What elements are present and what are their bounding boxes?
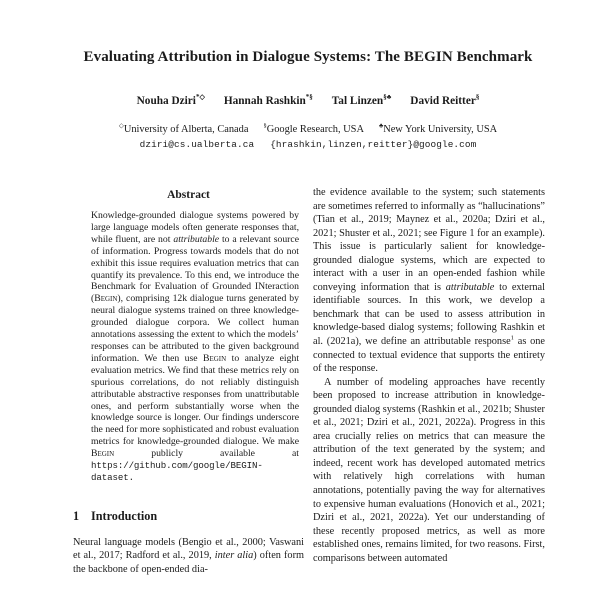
- affiliation-mark: §: [263, 122, 267, 130]
- email-dziri: dziri@cs.ualberta.ca: [139, 139, 255, 150]
- begin-dataset-url[interactable]: https://github.com/google/BEGIN-dataset.: [91, 460, 263, 483]
- affiliation-text: Google Research, USA: [266, 124, 364, 135]
- affiliation-google: [263, 124, 363, 135]
- author-david-reitter: [410, 95, 479, 107]
- author-affiliation-marks: §♣: [383, 93, 392, 102]
- text-run: Begin: [91, 448, 115, 460]
- left-column: [73, 186, 304, 600]
- text-run: attributable: [173, 233, 220, 245]
- text-run: the evidence available to the system; such statements are sometimes referred to informally as “hallucinations” (Tian et al., 2019; Maynez et al., 2020a; Dziri et al., 2021; Shuster et al., 2021; see Figure 1 for an example). This issue is particularly salient for knowledge-grounded dialogue systems, which are expected to interact with a user in an open-ended fashion while conveying information that is: [313, 187, 545, 293]
- text-run: to a relevant source of information. Progress towards models that do not exhibit this issue requires evaluation metrics that can quantify its prevalence. To this end, we introduce the Benchmark for Evaluation of Grounded INteraction (: [91, 233, 299, 305]
- author-name: Nouha Dziri: [136, 95, 196, 107]
- section-number: 1: [73, 508, 80, 523]
- affiliation-alberta: [119, 124, 249, 135]
- introduction-paragraph: [73, 536, 304, 577]
- author-hannah-rashkin: [224, 95, 313, 107]
- author-nouha-dziri: [137, 95, 205, 107]
- paper-title: Evaluating Attribution in Dialogue Systems: The BEGIN Benchmark: [83, 49, 533, 65]
- section-title: Introduction: [91, 508, 158, 523]
- affiliation-text: New York University, USA: [383, 124, 498, 135]
- section-heading-introduction: [73, 509, 304, 524]
- text-run: to analyze eight evaluation metrics. We find that these metrics rely on spurious correlations, do not reliably distinguish attributable abstractive responses from unattributable ones, and perform substantially worse when the knowledge source is longer. Our findings underscore the need for more sophisticated and robust evaluation metrics for knowledge-grounded dialogue. We make: [91, 352, 300, 448]
- author-affiliation-marks: *§: [305, 93, 313, 102]
- text-run: inter alia: [214, 550, 254, 562]
- text-run: Knowledge-grounded dialogue systems powered by large language models often generate responses that, while fluent, are not: [91, 210, 299, 245]
- text-run: publicly available at: [114, 448, 299, 460]
- affiliation-mark: ♣: [378, 122, 384, 130]
- emails-line: [30, 139, 586, 150]
- right-column: [313, 186, 545, 600]
- abstract-text: [91, 210, 299, 484]
- affiliation-nyu: [379, 124, 497, 135]
- text-run: 1: [510, 334, 514, 342]
- author-name: Tal Linzen: [331, 95, 384, 107]
- text-run: Begin: [94, 293, 118, 305]
- author-name: Hannah Rashkin: [223, 95, 306, 107]
- text-run: attributable: [445, 281, 495, 293]
- text-run: as one connected to textual evidence that supports the entirety of the response.: [313, 336, 545, 375]
- email-google-group: {hrashkin,linzen,reitter}@google.com: [270, 139, 477, 150]
- author-tal-linzen: [332, 95, 391, 107]
- author-affiliation-marks: §: [475, 93, 480, 102]
- affiliations-line: [30, 124, 586, 135]
- text-run: Neural language models (Bengio et al., 2000; Vaswani et al., 2017; Radford et al., 2019,: [73, 536, 304, 562]
- text-run: to external identifiable sources. In this work, we develop a benchmark that can be used to assess attribution in knowledge-based dialog systems; following Rashkin et al. (2021a), we define an attributable response: [313, 281, 545, 348]
- author-name: David Reitter: [410, 95, 476, 107]
- text-run: A number of modeling approaches have recently been proposed to increase attribution in knowledge-grounded dialog systems (Rashkin et al., 2021b; Shuster et al., 2021; Dziri et al., 2021, 2022a). Progress in this area crucially relies on metrics that can measure the attribution of the text generated by the system; and indeed, recent work has developed automated metrics with relatively high correlations with human annotations, potentially paving the way for alternatives to expensive human evaluations (Honovich et al., 2021; Dziri et al., 2021, 2022a). Yet our understanding of these recently proposed metrics, as well as more established ones, remains limited, for two reasons. First, comparisons between automated: [313, 376, 545, 564]
- text-run: ), comprising 12k dialogue turns generated by neural dialogue systems trained on three knowledge-grounded dialogue corpora. We collect human annotations assessing the extent to which the models’ responses can be attributed to the given background information. We then use: [91, 293, 299, 364]
- text-run: Begin: [203, 352, 227, 364]
- abstract-heading: Abstract: [167, 189, 210, 201]
- author-row: [30, 95, 586, 107]
- author-affiliation-marks: *◇: [195, 93, 205, 102]
- affiliation-mark: ◇: [118, 122, 124, 130]
- right-column-paragraph-2: [313, 376, 545, 566]
- affiliation-text: University of Alberta, Canada: [123, 124, 249, 135]
- text-run: ) often form the backbone of open-ended dia-: [73, 550, 304, 575]
- right-column-paragraph-1: [313, 186, 545, 376]
